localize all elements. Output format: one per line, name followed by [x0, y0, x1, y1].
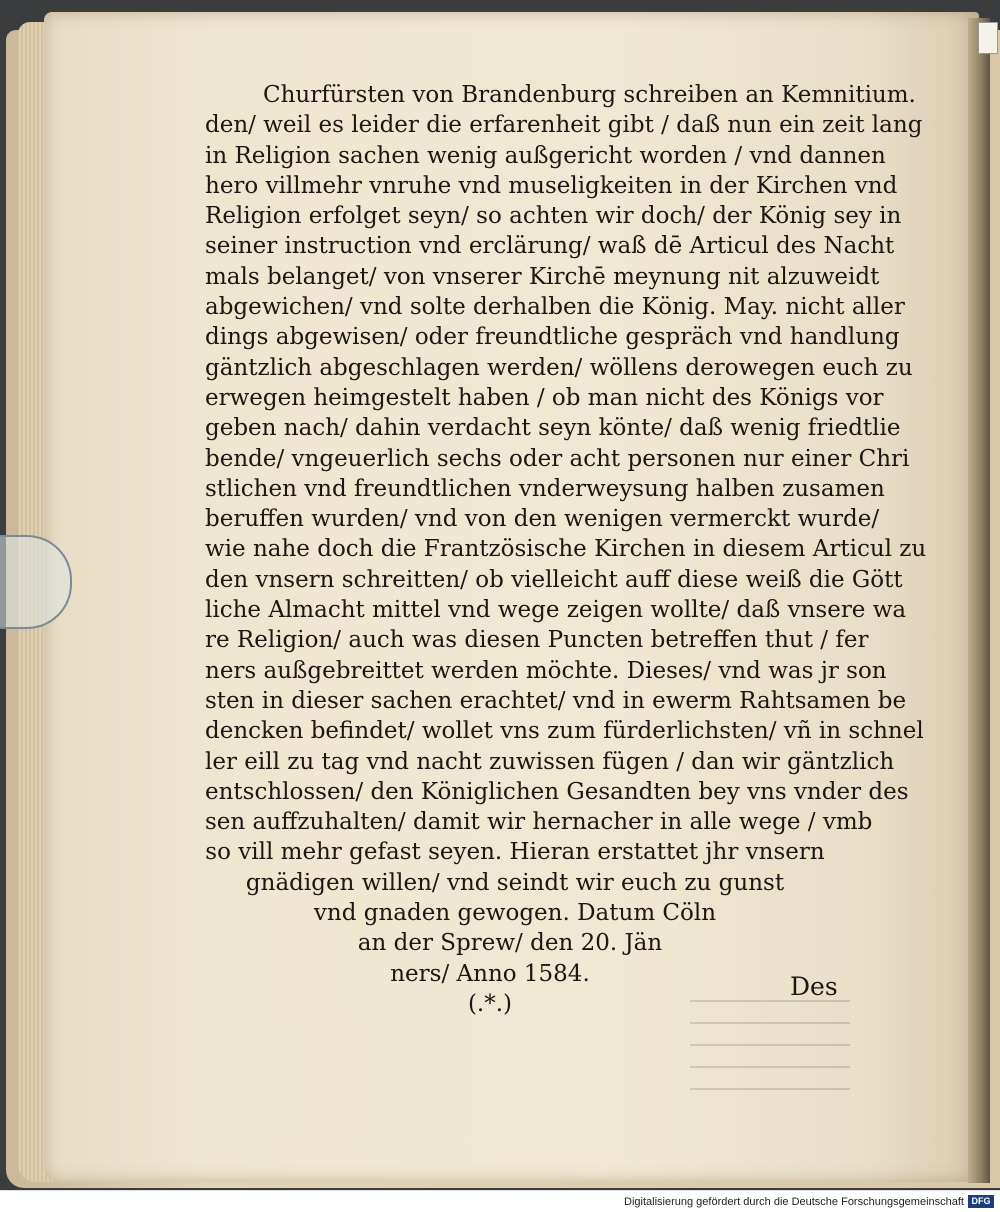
- text-line: gäntzlich abgeschlagen werden/ wöllens derowegen euch zu: [205, 354, 913, 381]
- text-line: ler eill zu tag vnd nacht zuwissen fügen / dan wir gäntzlich: [205, 748, 895, 775]
- text-line: vnd gnaden gewogen. Datum Cöln: [313, 900, 717, 927]
- text-line: den/ weil es leider die erfarenheit gibt / daß nun ein zeit lang: [205, 112, 923, 139]
- text-line: wie nahe doch die Frantzösische Kirchen in diesem Articul zu: [205, 536, 927, 563]
- text-line: stlichen vnd freundtlichen vnderweysung halben zusamen: [205, 475, 885, 502]
- footer-bar: [0, 1190, 1000, 1212]
- text-line: re Religion/ auch was diesen Puncten betreffen thut / fer: [205, 627, 869, 654]
- text-line: gnädigen willen/ vnd seindt wir euch zu gunst: [245, 869, 785, 896]
- text-line: an der Sprew/ den 20. Jän: [357, 930, 663, 957]
- text-line: den vnsern schreitten/ ob vielleicht auff diese weiß die Gött: [205, 566, 903, 593]
- text-line: liche Almacht mittel vnd wege zeigen wollte/ daß vnsere wa: [205, 597, 907, 624]
- dfg-logo: DFG: [968, 1195, 994, 1208]
- text-line: ners/ Anno 1584.: [390, 960, 590, 987]
- text-line: sen auffzuhalten/ damit wir hernacher in alle wege / vmb: [205, 809, 873, 836]
- catchword: Des: [790, 972, 838, 1001]
- text-line: entschlossen/ den Königlichen Gesandten bey vns vnder des: [205, 778, 909, 805]
- text-line: bende/ vngeuerlich sechs oder acht personen nur einer Chri: [205, 445, 910, 472]
- funding-credit: Digitalisierung gefördert durch die Deutsche Forschungsgemeinschaft: [624, 1196, 964, 1208]
- text-line: hero villmehr vnruhe vnd museligkeiten in der Kirchen vnd: [205, 172, 898, 199]
- text-line: beruffen wurden/ vnd von den wenigen vermerckt wurde/: [205, 506, 880, 533]
- ornament: (.*.): [467, 990, 513, 1017]
- text-line: mals belanget/ von vnserer Kirchē meynung nit alzuweidt: [205, 263, 880, 290]
- page-text: [205, 80, 927, 1019]
- book-gutter: [968, 18, 990, 1183]
- text-line: geben nach/ dahin verdacht seyn könte/ daß wenig friedtlie: [205, 415, 901, 442]
- ink-bleed-through: [690, 1000, 850, 1090]
- text-line: Religion erfolget seyn/ so achten wir doch/ der König sey in: [205, 203, 902, 230]
- text-line: ners außgebreittet werden möchte. Dieses/ vnd was jr son: [205, 657, 887, 684]
- text-line: abgewichen/ vnd solte derhalben die König. May. nicht aller: [205, 294, 905, 321]
- text-line: erwegen heimgestelt haben / ob man nicht des Königs vor: [205, 384, 884, 411]
- text-line: dings abgewisen/ oder freundtliche gespräch vnd handlung: [205, 324, 900, 351]
- text-line: dencken befindet/ wollet vns zum fürderlichsten/ vñ in schnel: [205, 718, 924, 745]
- text-line: so vill mehr gefast seyen. Hieran erstattet jhr vnsern: [205, 839, 825, 866]
- text-line: sten in dieser sachen erachtet/ vnd in ewerm Rahtsamen be: [205, 687, 907, 714]
- text-line: seiner instruction vnd erclärung/ waß dē Articul des Nacht: [205, 233, 895, 260]
- corner-tag: [978, 22, 998, 54]
- running-head: Churfürsten von Brandenburg schreiben an Kemnitium.: [263, 82, 916, 108]
- text-line: in Religion sachen wenig außgericht worden / vnd dannen: [205, 142, 886, 169]
